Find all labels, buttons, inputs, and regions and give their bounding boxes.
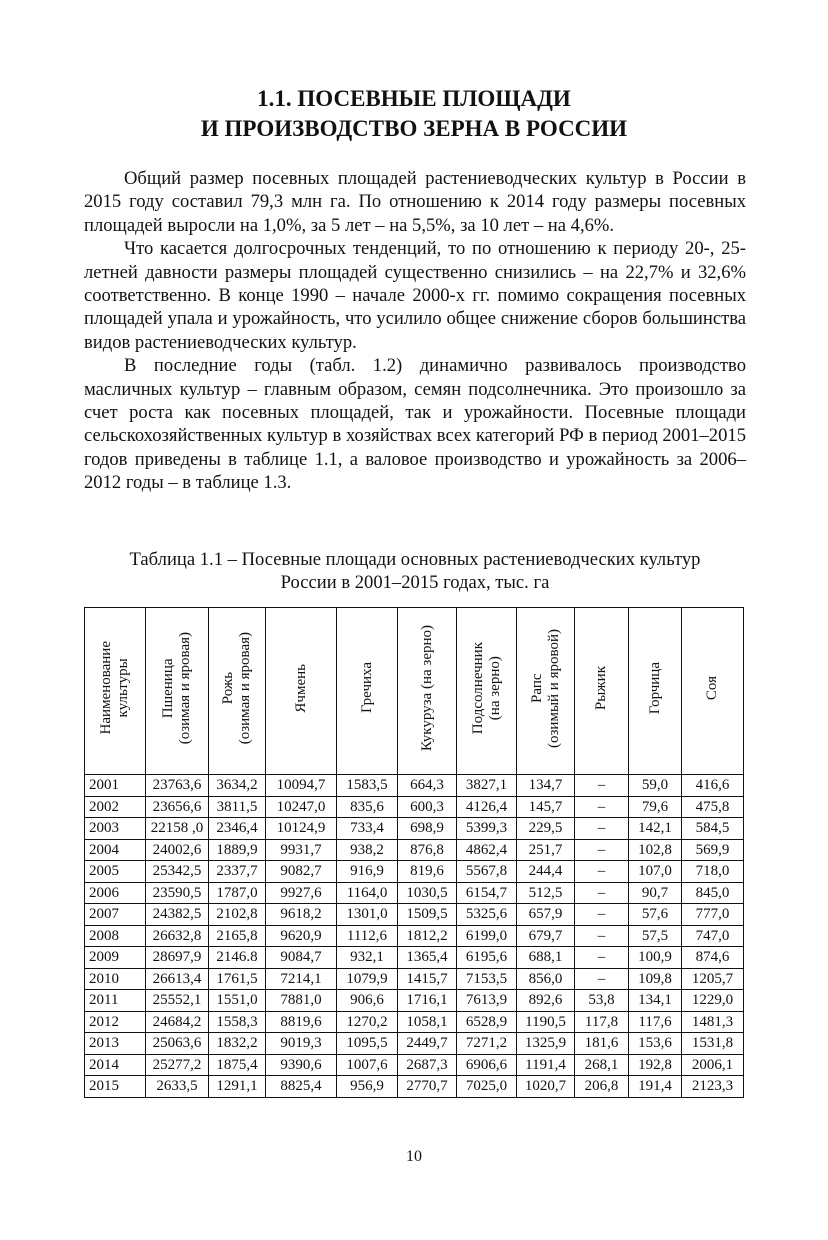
value-cell: 657,9: [517, 904, 575, 926]
value-cell: –: [575, 904, 629, 926]
value-cell: 7613,9: [457, 990, 517, 1012]
value-cell: 2102,8: [209, 904, 266, 926]
value-cell: 1191,4: [517, 1054, 575, 1076]
value-cell: 874,6: [682, 947, 744, 969]
header-line: культуры: [115, 658, 131, 718]
header-line: Кукуруза (на зерно): [418, 624, 435, 752]
value-cell: 134,1: [629, 990, 682, 1012]
value-cell: 117,6: [629, 1011, 682, 1033]
value-cell: 191,4: [629, 1076, 682, 1098]
value-cell: 777,0: [682, 904, 744, 926]
value-cell: 2687,3: [398, 1054, 457, 1076]
value-cell: 664,3: [398, 775, 457, 797]
caption-line-2: России в 2001–2015 годах, тыс. га: [280, 572, 550, 593]
value-cell: 6195,6: [457, 947, 517, 969]
value-cell: 1030,5: [398, 882, 457, 904]
value-cell: 90,7: [629, 882, 682, 904]
value-cell: 107,0: [629, 861, 682, 883]
value-cell: 747,0: [682, 925, 744, 947]
value-cell: 24684,2: [146, 1011, 209, 1033]
table-row: [85, 839, 744, 861]
value-cell: 1058,1: [398, 1011, 457, 1033]
value-cell: 9931,7: [266, 839, 337, 861]
value-cell: 25552,1: [146, 990, 209, 1012]
value-cell: 9620,9: [266, 925, 337, 947]
column-header-label: [293, 664, 310, 713]
value-cell: 2006,1: [682, 1054, 744, 1076]
value-cell: 1509,5: [398, 904, 457, 926]
value-cell: 5399,3: [457, 818, 517, 840]
value-cell: 9082,7: [266, 861, 337, 883]
year-cell: 2015: [85, 1076, 146, 1098]
table-row: [85, 1011, 744, 1033]
value-cell: 819,6: [398, 861, 457, 883]
value-cell: 1551,0: [209, 990, 266, 1012]
column-header-label: [419, 625, 436, 751]
value-cell: 1531,8: [682, 1033, 744, 1055]
value-cell: 475,8: [682, 796, 744, 818]
value-cell: 906,6: [337, 990, 398, 1012]
table-row: [85, 796, 744, 818]
year-cell: 2003: [85, 818, 146, 840]
value-cell: 23656,6: [146, 796, 209, 818]
table-row: [85, 861, 744, 883]
header-line: (озимая и яровая): [237, 631, 253, 745]
table-caption: [84, 548, 746, 594]
value-cell: 9618,2: [266, 904, 337, 926]
column-header: [629, 608, 682, 775]
table-row: [85, 1054, 744, 1076]
value-cell: 2346,4: [209, 818, 266, 840]
year-cell: 2010: [85, 968, 146, 990]
column-header-label: [98, 641, 132, 734]
value-cell: 23590,5: [146, 882, 209, 904]
column-header-label: [529, 629, 563, 748]
column-header-label: [470, 642, 504, 734]
table-header-row: [85, 608, 744, 775]
value-cell: 512,5: [517, 882, 575, 904]
table-row: [85, 925, 744, 947]
header-line: Горчица: [646, 661, 663, 715]
value-cell: 1164,0: [337, 882, 398, 904]
header-line: (на зерно): [486, 655, 503, 721]
value-cell: 569,9: [682, 839, 744, 861]
table-row: [85, 775, 744, 797]
value-cell: 1325,9: [517, 1033, 575, 1055]
value-cell: 9390,6: [266, 1054, 337, 1076]
header-line: Рожь: [220, 671, 236, 705]
value-cell: 698,9: [398, 818, 457, 840]
value-cell: 134,7: [517, 775, 575, 797]
value-cell: 10094,7: [266, 775, 337, 797]
value-cell: 1301,0: [337, 904, 398, 926]
value-cell: 416,6: [682, 775, 744, 797]
page-number: 10: [406, 1148, 422, 1165]
value-cell: 1787,0: [209, 882, 266, 904]
column-header-label: [647, 662, 664, 714]
value-cell: 79,6: [629, 796, 682, 818]
value-cell: 733,4: [337, 818, 398, 840]
section-title: [0, 84, 828, 144]
value-cell: 7881,0: [266, 990, 337, 1012]
value-cell: 688,1: [517, 947, 575, 969]
value-cell: 938,2: [337, 839, 398, 861]
column-header: [209, 608, 266, 775]
value-cell: 25342,5: [146, 861, 209, 883]
value-cell: –: [575, 796, 629, 818]
year-cell: 2013: [85, 1033, 146, 1055]
value-cell: 2449,7: [398, 1033, 457, 1055]
value-cell: 956,9: [337, 1076, 398, 1098]
paragraph: В последние годы (табл. 1.2) динамично развивалось производство масличных культур – главным образом, семян подсолнечника. Это произошло за счет роста как посевных площадей, так и урожайности. Посевные площади сельскохозяйственных культур в хозяйствах всех категорий РФ в период 2001–2015 годов приведены в таблице 1.1, а валовое производство и урожайность за 2006–2012 годы – в таблице 1.3.: [84, 355, 746, 494]
value-cell: 2633,5: [146, 1076, 209, 1098]
value-cell: 600,3: [398, 796, 457, 818]
value-cell: 876,8: [398, 839, 457, 861]
header-line: Соя: [704, 675, 720, 701]
column-header: [146, 608, 209, 775]
sown-areas-table: [84, 607, 744, 1098]
value-cell: 4862,4: [457, 839, 517, 861]
value-cell: 1020,7: [517, 1076, 575, 1098]
header-line: Подсолнечник: [469, 641, 486, 735]
caption-line-1: Таблица 1.1 – Посевные площади основных растениеводческих культур: [129, 549, 701, 570]
value-cell: 192,8: [629, 1054, 682, 1076]
year-cell: 2012: [85, 1011, 146, 1033]
value-cell: 24382,5: [146, 904, 209, 926]
value-cell: 9019,3: [266, 1033, 337, 1055]
column-header: [682, 608, 744, 775]
table-row: [85, 818, 744, 840]
value-cell: 251,7: [517, 839, 575, 861]
value-cell: 6528,9: [457, 1011, 517, 1033]
column-header-label: [593, 666, 610, 710]
value-cell: –: [575, 882, 629, 904]
column-header-label: [220, 632, 254, 744]
value-cell: 23763,6: [146, 775, 209, 797]
value-cell: 7271,2: [457, 1033, 517, 1055]
value-cell: –: [575, 968, 629, 990]
year-cell: 2001: [85, 775, 146, 797]
value-cell: 229,5: [517, 818, 575, 840]
value-cell: 28697,9: [146, 947, 209, 969]
table-row: [85, 947, 744, 969]
table-row: [85, 1076, 744, 1098]
value-cell: 26613,4: [146, 968, 209, 990]
value-cell: 7153,5: [457, 968, 517, 990]
value-cell: 244,4: [517, 861, 575, 883]
value-cell: 3811,5: [209, 796, 266, 818]
table-row: [85, 990, 744, 1012]
value-cell: 1229,0: [682, 990, 744, 1012]
value-cell: 584,5: [682, 818, 744, 840]
value-cell: 3634,2: [209, 775, 266, 797]
value-cell: 1875,4: [209, 1054, 266, 1076]
value-cell: 3827,1: [457, 775, 517, 797]
value-cell: 835,6: [337, 796, 398, 818]
value-cell: –: [575, 861, 629, 883]
value-cell: 2165,8: [209, 925, 266, 947]
value-cell: 856,0: [517, 968, 575, 990]
year-cell: 2007: [85, 904, 146, 926]
header-line: (озимая и яровая): [177, 631, 193, 745]
value-cell: 1889,9: [209, 839, 266, 861]
value-cell: –: [575, 839, 629, 861]
value-cell: 1112,6: [337, 925, 398, 947]
title-line-1: 1.1. ПОСЕВНЫЕ ПЛОЩАДИ: [257, 86, 571, 111]
value-cell: 1481,3: [682, 1011, 744, 1033]
value-cell: 1291,1: [209, 1076, 266, 1098]
value-cell: 22158 ,0: [146, 818, 209, 840]
value-cell: –: [575, 818, 629, 840]
value-cell: 57,5: [629, 925, 682, 947]
value-cell: 1205,7: [682, 968, 744, 990]
value-cell: 1832,2: [209, 1033, 266, 1055]
year-cell: 2014: [85, 1054, 146, 1076]
value-cell: 892,6: [517, 990, 575, 1012]
column-header: [517, 608, 575, 775]
value-cell: 932,1: [337, 947, 398, 969]
column-header: [398, 608, 457, 775]
value-cell: 25277,2: [146, 1054, 209, 1076]
year-cell: 2004: [85, 839, 146, 861]
value-cell: 57,6: [629, 904, 682, 926]
value-cell: 142,1: [629, 818, 682, 840]
value-cell: 679,7: [517, 925, 575, 947]
value-cell: 8825,4: [266, 1076, 337, 1098]
value-cell: 1007,6: [337, 1054, 398, 1076]
header-line: Рыжик: [593, 665, 609, 711]
value-cell: 1716,1: [398, 990, 457, 1012]
value-cell: 4126,4: [457, 796, 517, 818]
value-cell: 5567,8: [457, 861, 517, 883]
value-cell: 117,8: [575, 1011, 629, 1033]
value-cell: 1812,2: [398, 925, 457, 947]
header-line: Наименование: [98, 641, 114, 735]
value-cell: 206,8: [575, 1076, 629, 1098]
value-cell: 100,9: [629, 947, 682, 969]
table-row: [85, 882, 744, 904]
value-cell: 2770,7: [398, 1076, 457, 1098]
value-cell: 8819,6: [266, 1011, 337, 1033]
year-cell: 2008: [85, 925, 146, 947]
table-row: [85, 1033, 744, 1055]
value-cell: 181,6: [575, 1033, 629, 1055]
header-line: Ячмень: [292, 663, 309, 713]
value-cell: 1190,5: [517, 1011, 575, 1033]
column-header: [266, 608, 337, 775]
column-header: [575, 608, 629, 775]
value-cell: –: [575, 947, 629, 969]
value-cell: 7025,0: [457, 1076, 517, 1098]
value-cell: 1079,9: [337, 968, 398, 990]
value-cell: 102,8: [629, 839, 682, 861]
table-row: [85, 904, 744, 926]
value-cell: 153,6: [629, 1033, 682, 1055]
value-cell: 5325,6: [457, 904, 517, 926]
value-cell: –: [575, 925, 629, 947]
value-cell: 6906,6: [457, 1054, 517, 1076]
year-cell: 2009: [85, 947, 146, 969]
year-cell: 2006: [85, 882, 146, 904]
value-cell: 1761,5: [209, 968, 266, 990]
value-cell: 916,9: [337, 861, 398, 883]
column-header-label: [704, 676, 721, 700]
year-cell: 2011: [85, 990, 146, 1012]
column-header: [337, 608, 398, 775]
column-header: [85, 608, 146, 775]
value-cell: 2146.8: [209, 947, 266, 969]
value-cell: 53,8: [575, 990, 629, 1012]
column-header-label: [359, 662, 376, 713]
value-cell: 59,0: [629, 775, 682, 797]
table-row: [85, 968, 744, 990]
header-line: Рапс: [528, 673, 545, 703]
header-line: Гречиха: [358, 662, 375, 714]
value-cell: 10247,0: [266, 796, 337, 818]
value-cell: 24002,6: [146, 839, 209, 861]
body-text: [84, 167, 746, 495]
value-cell: 2123,3: [682, 1076, 744, 1098]
value-cell: 1270,2: [337, 1011, 398, 1033]
year-cell: 2005: [85, 861, 146, 883]
year-cell: 2002: [85, 796, 146, 818]
value-cell: –: [575, 775, 629, 797]
value-cell: 718,0: [682, 861, 744, 883]
column-header: [457, 608, 517, 775]
value-cell: 9084,7: [266, 947, 337, 969]
value-cell: 268,1: [575, 1054, 629, 1076]
header-line: (озимый и яровой): [545, 628, 562, 748]
value-cell: 1365,4: [398, 947, 457, 969]
value-cell: 109,8: [629, 968, 682, 990]
value-cell: 1095,5: [337, 1033, 398, 1055]
value-cell: 1583,5: [337, 775, 398, 797]
title-line-2: И ПРОИЗВОДСТВО ЗЕРНА В РОССИИ: [200, 116, 628, 141]
value-cell: 145,7: [517, 796, 575, 818]
value-cell: 6154,7: [457, 882, 517, 904]
value-cell: 10124,9: [266, 818, 337, 840]
paragraph: Что касается долгосрочных тенденций, то по отношению к периоду 20-, 25-летней давности размеры площадей существенно снизились – на 22,7% и 32,6% соответственно. В конце 1990 – начале 2000-х гг. помимо сокращения посевных площадей упала и урожайность, что усилило общее снижение сборов большинства видов растениеводческих культур.: [84, 238, 746, 353]
value-cell: 845,0: [682, 882, 744, 904]
column-header-label: [160, 632, 194, 744]
paragraph: Общий размер посевных площадей растениеводческих культур в России в 2015 году составил 79,3 млн га. По отношению к 2014 году размеры посевных площадей выросли на 1,0%, за 5 лет – на 5,5%, за 10 лет – на 4,6%.: [84, 168, 746, 236]
value-cell: 7214,1: [266, 968, 337, 990]
value-cell: 25063,6: [146, 1033, 209, 1055]
value-cell: 1415,7: [398, 968, 457, 990]
value-cell: 1558,3: [209, 1011, 266, 1033]
value-cell: 6199,0: [457, 925, 517, 947]
header-line: Пшеница: [160, 658, 176, 718]
value-cell: 9927,6: [266, 882, 337, 904]
value-cell: 26632,8: [146, 925, 209, 947]
value-cell: 2337,7: [209, 861, 266, 883]
